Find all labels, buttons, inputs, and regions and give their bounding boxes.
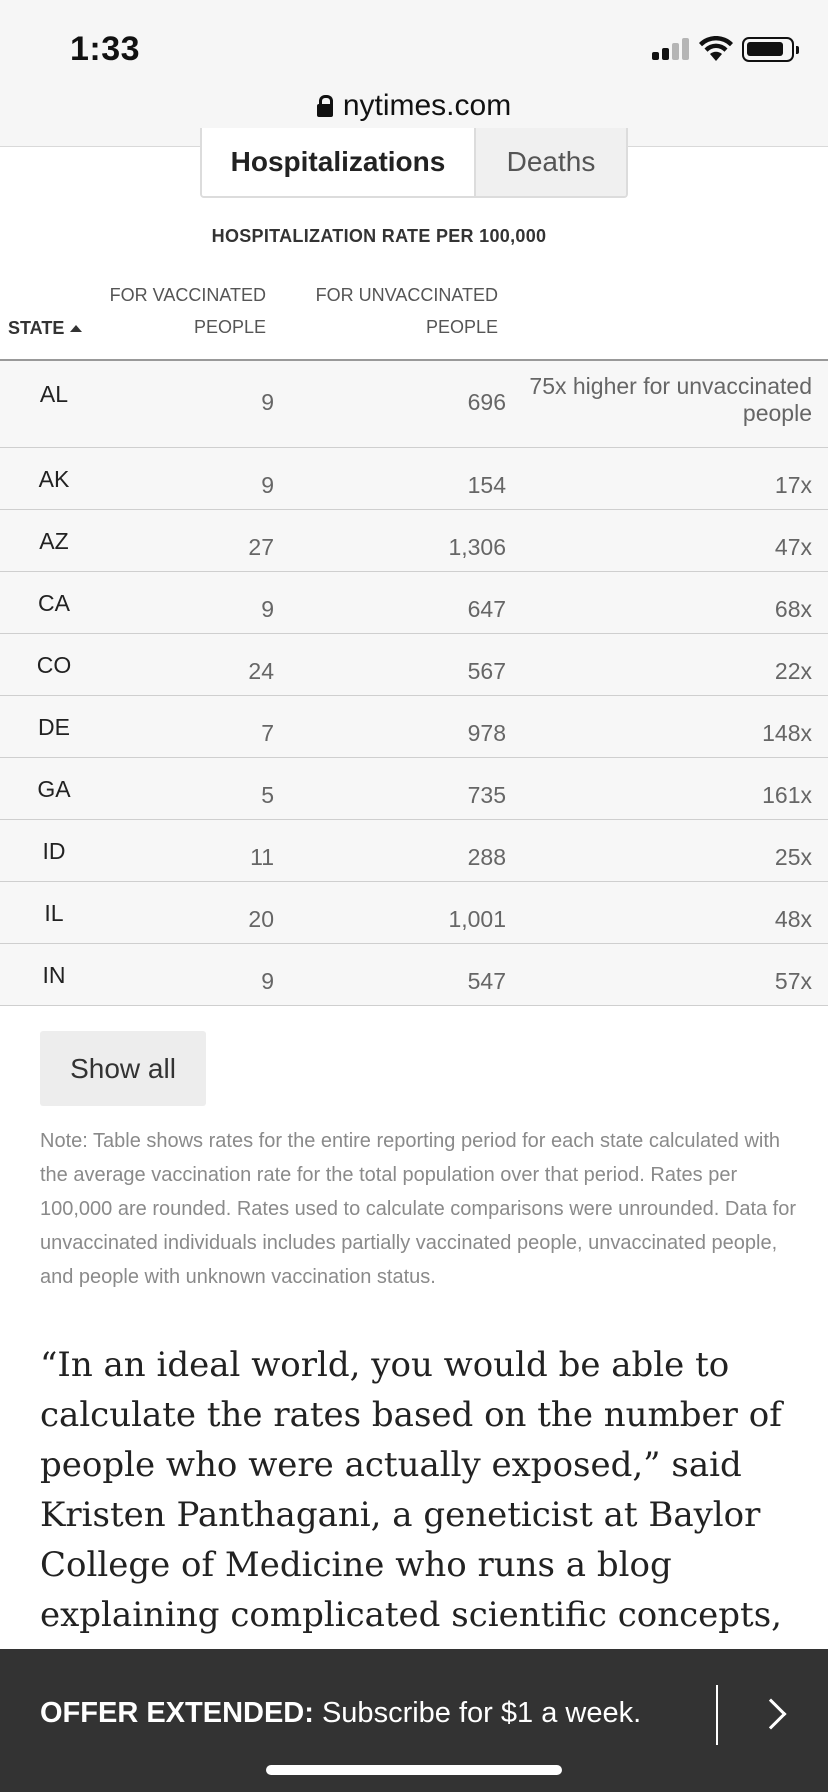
- comparison-cell: 68x: [774, 596, 812, 622]
- address-bar[interactable]: [0, 84, 828, 128]
- table-row: [0, 696, 828, 758]
- table-row: [0, 572, 828, 634]
- comparison-cell: 17x: [774, 472, 812, 498]
- unvaccinated-rate-cell: 696: [467, 389, 506, 415]
- unvaccinated-rate-cell: 735: [467, 782, 506, 808]
- chevron-right-icon[interactable]: [755, 1698, 786, 1729]
- table-row: [0, 510, 828, 572]
- state-cell: ID: [42, 838, 66, 864]
- comparison-cell: 48x: [774, 906, 812, 932]
- state-cell: IN: [42, 962, 66, 988]
- state-cell: AL: [39, 381, 69, 407]
- sort-ascending-icon: [70, 325, 82, 332]
- offer-text: [40, 1697, 641, 1730]
- table-row: [0, 944, 828, 1006]
- unvaccinated-rate-cell: 567: [467, 658, 506, 684]
- unvaccinated-rate-cell: 1,001: [448, 906, 506, 932]
- state-cell: GA: [37, 776, 71, 802]
- unvaccinated-rate-cell: 1,306: [448, 534, 506, 560]
- column-header-vaccinated-line1: FOR VACCINATED: [109, 285, 266, 305]
- vaccinated-rate-cell: 7: [261, 720, 274, 746]
- comparison-cell: 161x: [762, 782, 812, 808]
- vaccinated-rate-cell: 27: [248, 534, 274, 560]
- comparison-cell: 25x: [774, 844, 812, 870]
- column-header-state[interactable]: [8, 312, 82, 344]
- table-row: [0, 448, 828, 510]
- state-cell: DE: [38, 714, 70, 740]
- offer-description: Subscribe for $1 a week.: [313, 1697, 642, 1729]
- metric-tabs: [200, 128, 628, 198]
- lock-icon: [317, 95, 333, 117]
- hospitalization-table: [0, 359, 828, 1006]
- show-all-button[interactable]: Show all: [40, 1031, 206, 1106]
- vaccinated-rate-cell: 9: [261, 968, 274, 994]
- browser-header: [0, 0, 828, 147]
- battery-icon: [742, 37, 794, 62]
- article-paragraph: “In an ideal world, you would be able to calculate the rates based on the number of people who were actually exposed,” said Kristen Panthagani, a geneticist at Baylor College of Medicine who runs a blog explaining complicated scientific concepts,: [40, 1345, 782, 1635]
- vaccinated-rate-cell: 11: [250, 844, 274, 870]
- comparison-cell: 148x: [762, 720, 812, 746]
- vaccinated-rate-cell: 20: [248, 906, 274, 932]
- unvaccinated-rate-cell: 978: [467, 720, 506, 746]
- state-cell: CO: [36, 652, 72, 678]
- table-row: [0, 758, 828, 820]
- home-indicator[interactable]: [266, 1765, 562, 1775]
- comparison-cell: 57x: [774, 968, 812, 994]
- unvaccinated-rate-cell: 547: [467, 968, 506, 994]
- comparison-cell: 75x higher for unvaccinated people: [529, 373, 812, 426]
- table-title: HOSPITALIZATION RATE PER 100,000: [211, 226, 547, 246]
- column-header-unvaccinated-line2: PEOPLE: [425, 317, 498, 337]
- column-header-vaccinated[interactable]: [100, 279, 266, 343]
- comparison-cell: 47x: [774, 534, 812, 560]
- column-header-vaccinated-line2: PEOPLE: [193, 317, 266, 337]
- table-row: [0, 361, 828, 448]
- column-header-state-label: STATE: [8, 318, 65, 338]
- tab-deaths[interactable]: Deaths: [476, 128, 626, 196]
- vaccinated-rate-cell: 9: [261, 389, 274, 415]
- column-header-unvaccinated-line1: FOR UNVACCINATED: [315, 285, 498, 305]
- unvaccinated-rate-cell: 647: [467, 596, 506, 622]
- state-cell: CA: [38, 590, 70, 616]
- vaccinated-rate-cell: 9: [261, 472, 274, 498]
- banner-divider: [716, 1685, 718, 1745]
- state-cell: AK: [38, 466, 70, 492]
- unvaccinated-rate-cell: 154: [467, 472, 506, 498]
- status-time: 1:33: [70, 30, 141, 68]
- vaccinated-rate-cell: 5: [261, 782, 274, 808]
- state-cell: IL: [44, 900, 64, 926]
- column-header-unvaccinated[interactable]: [300, 279, 498, 343]
- table-row: [0, 820, 828, 882]
- unvaccinated-rate-cell: 288: [467, 844, 506, 870]
- state-cell: AZ: [39, 528, 69, 554]
- table-row: [0, 882, 828, 944]
- vaccinated-rate-cell: 9: [261, 596, 274, 622]
- wifi-icon: [698, 36, 734, 62]
- offer-bold-label: OFFER EXTENDED:: [40, 1697, 314, 1729]
- comparison-cell: 22x: [774, 658, 812, 684]
- url-text: nytimes.com: [342, 89, 512, 122]
- tab-hospitalizations[interactable]: Hospitalizations: [202, 128, 476, 196]
- vaccinated-rate-cell: 24: [248, 658, 274, 684]
- table-note: Note: Table shows rates for the entire reporting period for each state calculated with the average vaccination rate for the total population over that period. Rates per 100,000 are rounded. Rates used to calculate comparisons were unrounded. Data for unvaccinated individuals includes partially vaccinated people, unvaccinated people, and people with unknown vaccination status.: [40, 1130, 797, 1288]
- cellular-signal-icon: [652, 38, 690, 60]
- table-row: [0, 634, 828, 696]
